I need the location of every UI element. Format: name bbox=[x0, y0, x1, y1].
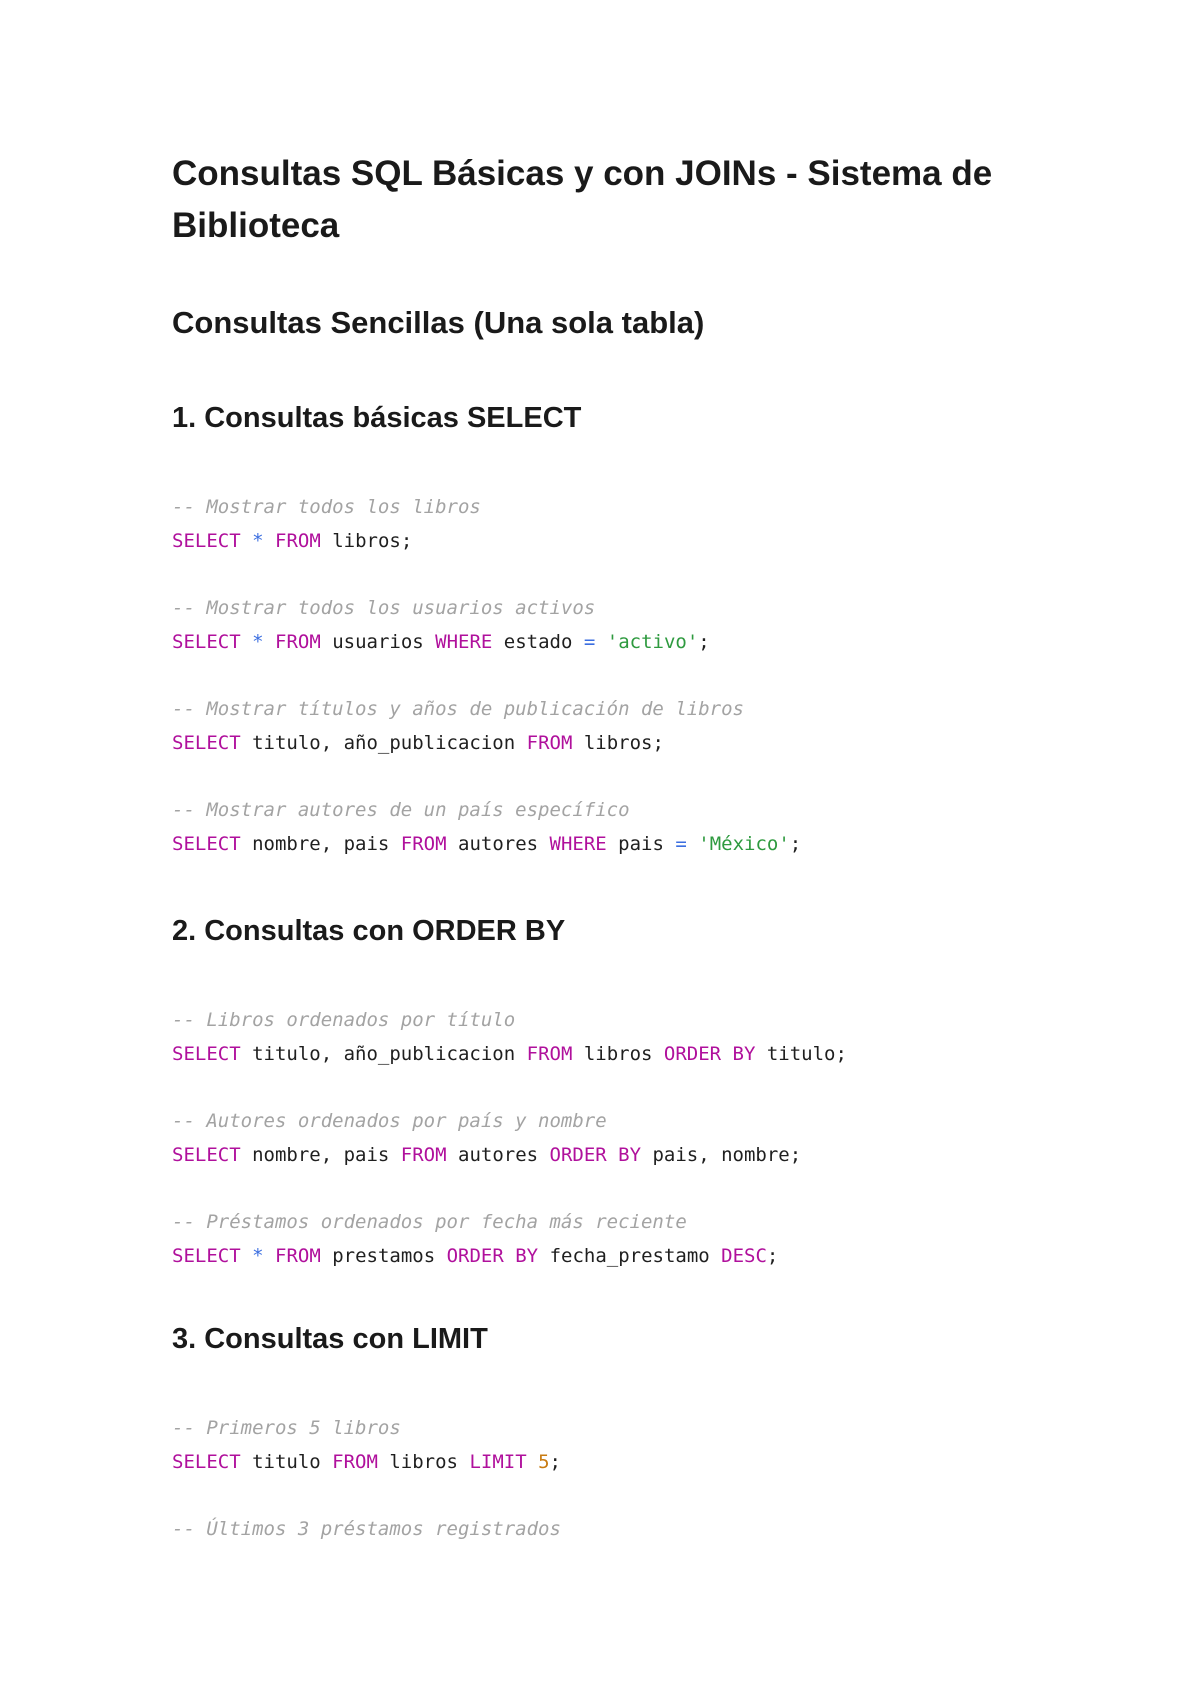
code-statement bbox=[172, 1239, 1032, 1273]
sql-keyword: ORDER BY bbox=[549, 1144, 642, 1166]
sql-text: nombre, pais bbox=[240, 1144, 401, 1166]
code-statement bbox=[172, 1037, 1032, 1071]
sql-text: pais bbox=[606, 833, 676, 855]
sql-text bbox=[595, 631, 606, 653]
sql-keyword: FROM bbox=[275, 1245, 321, 1267]
sql-keyword: SELECT bbox=[172, 1043, 241, 1065]
sql-text: libros; bbox=[320, 530, 413, 552]
sql-text: pais, nombre; bbox=[641, 1144, 802, 1166]
sql-text: ; bbox=[789, 833, 802, 855]
code-blank-line bbox=[172, 760, 1032, 793]
sql-keyword: WHERE bbox=[435, 631, 493, 653]
sql-text bbox=[687, 833, 698, 855]
sql-text: ; bbox=[698, 631, 710, 653]
code-statement bbox=[172, 827, 1032, 861]
sql-text bbox=[241, 1245, 252, 1267]
sql-text: usuarios bbox=[320, 631, 436, 653]
sql-operator: * bbox=[252, 1245, 264, 1267]
sql-text: titulo bbox=[240, 1451, 333, 1473]
code-comment: -- Primeros 5 libros bbox=[172, 1417, 401, 1439]
sql-text: estado bbox=[492, 631, 584, 653]
code-block-limit bbox=[172, 1411, 1032, 1546]
sql-text: ; bbox=[766, 1245, 779, 1267]
subsection-heading-limit: 3. Consultas con LIMIT bbox=[172, 1323, 488, 1355]
sql-keyword: WHERE bbox=[549, 833, 607, 855]
sql-text: autores bbox=[446, 833, 550, 855]
sql-keyword: SELECT bbox=[172, 631, 241, 653]
code-blank-line bbox=[172, 558, 1032, 591]
sql-text bbox=[264, 631, 275, 653]
subsection-heading-select: 1. Consultas básicas SELECT bbox=[172, 402, 582, 434]
code-comment: -- Libros ordenados por título bbox=[172, 1009, 516, 1031]
sql-text: ; bbox=[549, 1451, 561, 1473]
sql-text: prestamos bbox=[320, 1245, 447, 1267]
sql-text bbox=[264, 1245, 275, 1267]
sql-text bbox=[527, 1451, 538, 1473]
sql-text: libros bbox=[377, 1451, 470, 1473]
code-comment: -- Últimos 3 préstamos registrados bbox=[172, 1518, 561, 1540]
sql-text: titulo; bbox=[755, 1043, 847, 1065]
code-comment: -- Mostrar autores de un país específico bbox=[172, 799, 630, 821]
code-comment: -- Mostrar títulos y años de publicación de libros bbox=[172, 698, 744, 720]
code-statement bbox=[172, 1445, 1032, 1479]
code-blank-line bbox=[172, 1479, 1032, 1512]
sql-text: titulo, año_publicacion bbox=[240, 1043, 527, 1065]
sql-keyword: LIMIT bbox=[469, 1451, 527, 1473]
code-statement bbox=[172, 625, 1032, 659]
sql-keyword: FROM bbox=[275, 530, 321, 552]
sql-keyword: FROM bbox=[526, 1043, 573, 1065]
code-comment: -- Mostrar todos los usuarios activos bbox=[172, 597, 596, 619]
sql-keyword: FROM bbox=[332, 1451, 378, 1473]
code-statement bbox=[172, 726, 1032, 760]
sql-keyword: FROM bbox=[400, 833, 447, 855]
section-heading: Consultas Sencillas (Una sola tabla) bbox=[172, 305, 705, 340]
sql-string: 'México' bbox=[698, 833, 790, 855]
sql-keyword: SELECT bbox=[172, 530, 241, 552]
sql-text: fecha_prestamo bbox=[538, 1245, 722, 1267]
sql-keyword: FROM bbox=[526, 732, 573, 754]
code-blank-line bbox=[172, 1172, 1032, 1205]
sql-text bbox=[241, 530, 252, 552]
sql-text: libros; bbox=[572, 732, 664, 754]
sql-keyword: SELECT bbox=[172, 1451, 241, 1473]
code-block-select bbox=[172, 490, 1032, 861]
sql-keyword: FROM bbox=[400, 1144, 447, 1166]
sql-text: titulo, año_publicacion bbox=[240, 732, 527, 754]
sql-keyword: DESC bbox=[721, 1245, 767, 1267]
sql-keyword: SELECT bbox=[172, 1245, 241, 1267]
sql-keyword: FROM bbox=[275, 631, 321, 653]
subsection-heading-order-by: 2. Consultas con ORDER BY bbox=[172, 915, 566, 947]
sql-operator: * bbox=[252, 530, 264, 552]
document-title: Consultas SQL Básicas y con JOINs - Sistema de Biblioteca bbox=[172, 154, 993, 245]
code-blank-line bbox=[172, 1071, 1032, 1104]
sql-keyword: ORDER BY bbox=[446, 1245, 539, 1267]
sql-keyword: SELECT bbox=[172, 1144, 241, 1166]
code-comment: -- Mostrar todos los libros bbox=[172, 496, 481, 518]
sql-number: 5 bbox=[538, 1451, 550, 1473]
sql-operator: * bbox=[252, 631, 264, 653]
sql-text bbox=[264, 530, 275, 552]
sql-keyword: ORDER BY bbox=[663, 1043, 756, 1065]
code-comment: -- Préstamos ordenados por fecha más reciente bbox=[172, 1211, 687, 1233]
code-blank-line bbox=[172, 659, 1032, 692]
sql-keyword: SELECT bbox=[172, 732, 241, 754]
code-block-order-by bbox=[172, 1003, 1032, 1273]
code-comment: -- Autores ordenados por país y nombre bbox=[172, 1110, 607, 1132]
sql-text: nombre, pais bbox=[240, 833, 401, 855]
sql-keyword: SELECT bbox=[172, 833, 241, 855]
sql-text bbox=[241, 631, 252, 653]
code-statement bbox=[172, 524, 1032, 558]
sql-text: autores bbox=[446, 1144, 550, 1166]
sql-operator: = bbox=[583, 631, 596, 653]
code-statement bbox=[172, 1138, 1032, 1172]
sql-text: libros bbox=[572, 1043, 664, 1065]
sql-string: 'activo' bbox=[606, 631, 699, 653]
sql-operator: = bbox=[675, 833, 687, 855]
